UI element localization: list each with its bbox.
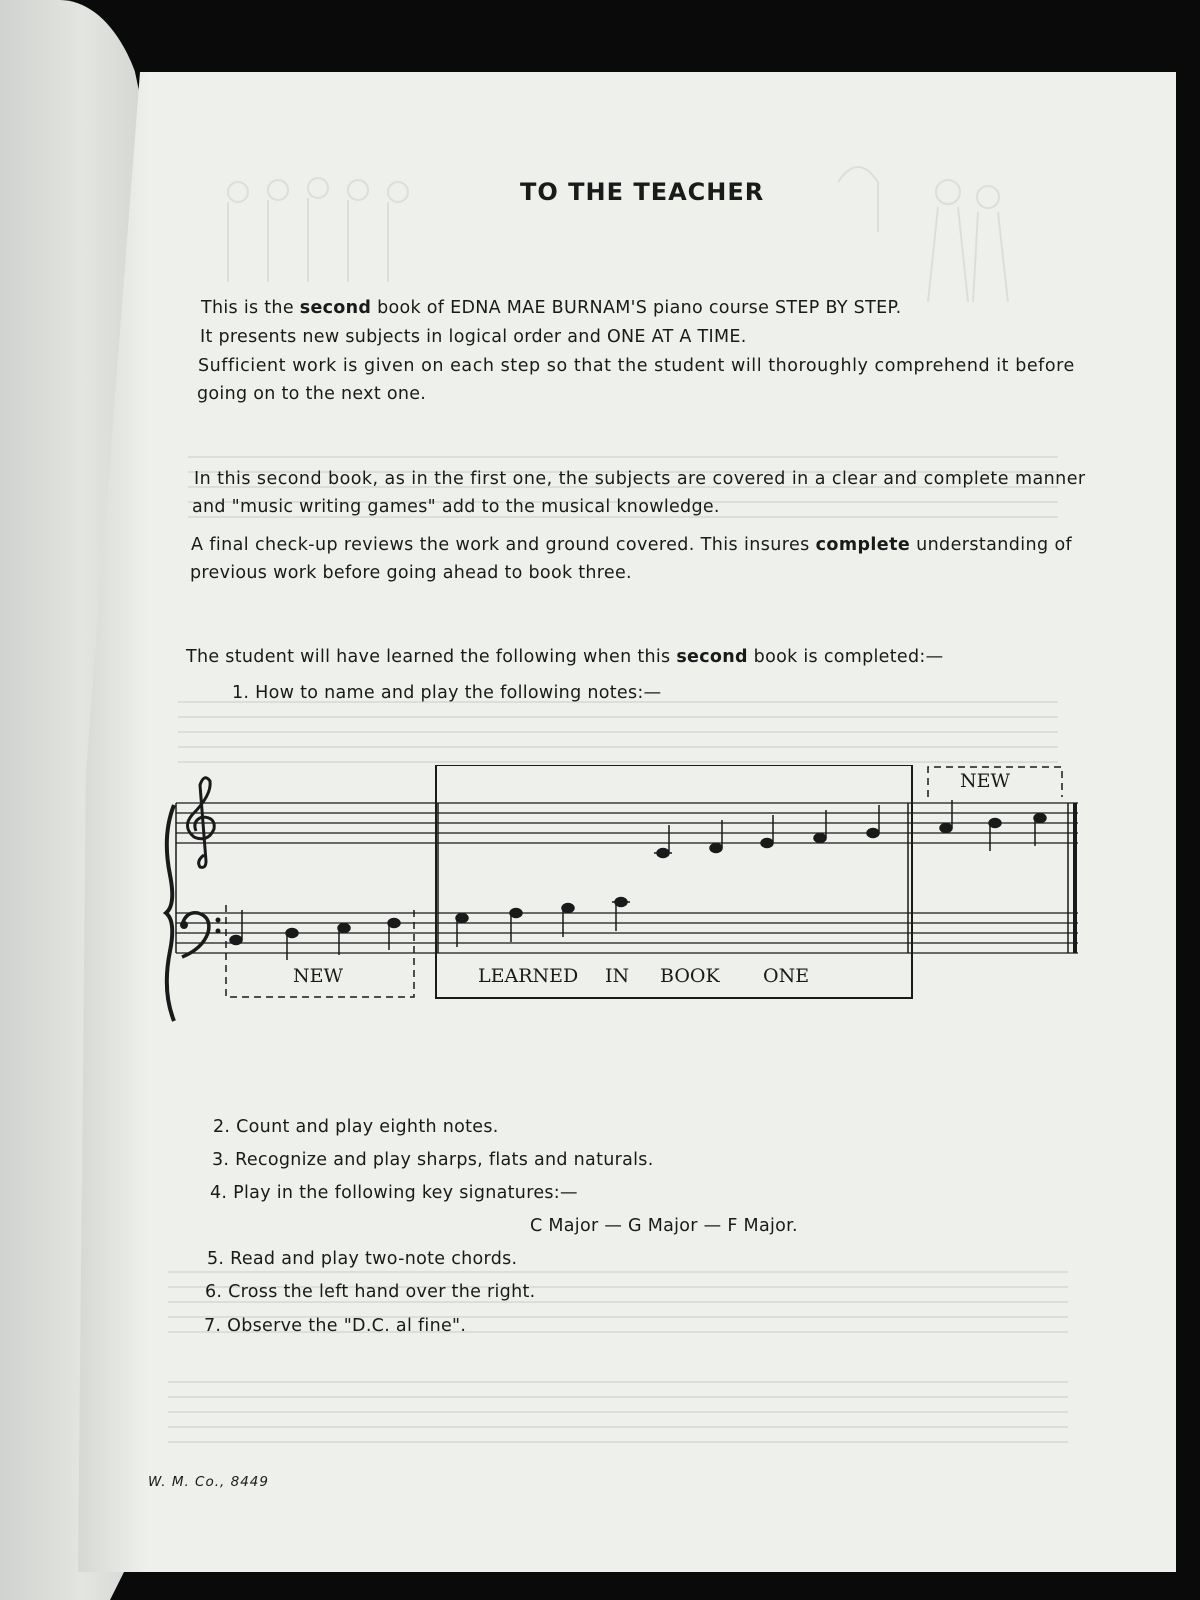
list-item-5: 5. Read and play two-note chords. (207, 1249, 518, 1269)
note (657, 849, 669, 858)
treble-new-label: NEW (959, 770, 1011, 792)
list-item-7: 7. Observe the "D.C. al fine". (204, 1316, 467, 1336)
para2-line3 (191, 535, 1072, 555)
bass-learned-notes (456, 898, 630, 948)
list-item-4: 4. Play in the following key signatures:— (210, 1183, 578, 1203)
note (562, 904, 574, 913)
para1-line1 (201, 298, 901, 318)
treble-staff-lines (176, 803, 1078, 843)
publisher-code: W. M. Co., 8449 (148, 1474, 269, 1490)
para2-line4: previous work before going ahead to book three. (190, 563, 632, 583)
staff-brace (166, 805, 174, 1021)
note (456, 914, 468, 923)
note (510, 909, 522, 918)
one-label: ONE (763, 965, 810, 987)
page-title: TO THE TEACHER (520, 178, 765, 206)
note (1034, 814, 1046, 823)
learned-box (436, 765, 912, 998)
list-item-6: 6. Cross the left hand over the right. (205, 1282, 536, 1302)
note (940, 824, 952, 833)
para1-line3: Sufficient work is given on each step so that the student will thoroughly comprehend it before (198, 356, 1075, 376)
para1-line2: It presents new subjects in logical order and ONE AT A TIME. (200, 327, 747, 347)
book-label: BOOK (660, 965, 720, 987)
note (388, 919, 400, 928)
para3-line1-c: book is completed:— (747, 647, 944, 667)
note (989, 819, 1001, 828)
para2-line1: In this second book, as in the first one, the subjects are covered in a clear and complete manner (194, 469, 1086, 489)
para2-line2: and "music writing games" add to the musical knowledge. (192, 497, 720, 517)
note (338, 924, 350, 933)
list-item-2: 2. Count and play eighth notes. (213, 1117, 499, 1137)
para1-line4: going on to the next one. (197, 384, 427, 404)
key-signatures: C Major — G Major — F Major. (530, 1216, 798, 1236)
bass-clef-icon (180, 913, 221, 957)
learned-label: LEARNED (478, 965, 579, 987)
para2-line3-c: understanding of (910, 535, 1073, 555)
para2-line3-bold: complete (815, 535, 911, 555)
bass-staff-lines (176, 913, 1078, 953)
note (230, 936, 242, 945)
para3-line1-bold: second (676, 647, 748, 667)
para1-line1-bold: second (299, 298, 372, 318)
in-label: IN (605, 965, 630, 987)
para1-line1-c: book of EDNA MAE BURNAM'S piano course STEP BY STEP. (371, 298, 902, 318)
list-item-1: 1. How to name and play the following notes:— (232, 683, 662, 703)
para3-line1 (186, 647, 943, 667)
bass-new-label: NEW (292, 965, 344, 987)
grand-staff-figure (160, 765, 1105, 1035)
note (761, 839, 773, 848)
para3-line1-a: The student will have learned the following when this (186, 647, 677, 667)
note (710, 844, 722, 853)
note (867, 829, 879, 838)
note (814, 834, 826, 843)
note (286, 929, 298, 938)
list-item-3: 3. Recognize and play sharps, flats and naturals. (212, 1150, 654, 1170)
para2-line3-a: A final check-up reviews the work and ground covered. This insures (191, 535, 816, 555)
para1-line1-a: This is the (201, 298, 300, 318)
